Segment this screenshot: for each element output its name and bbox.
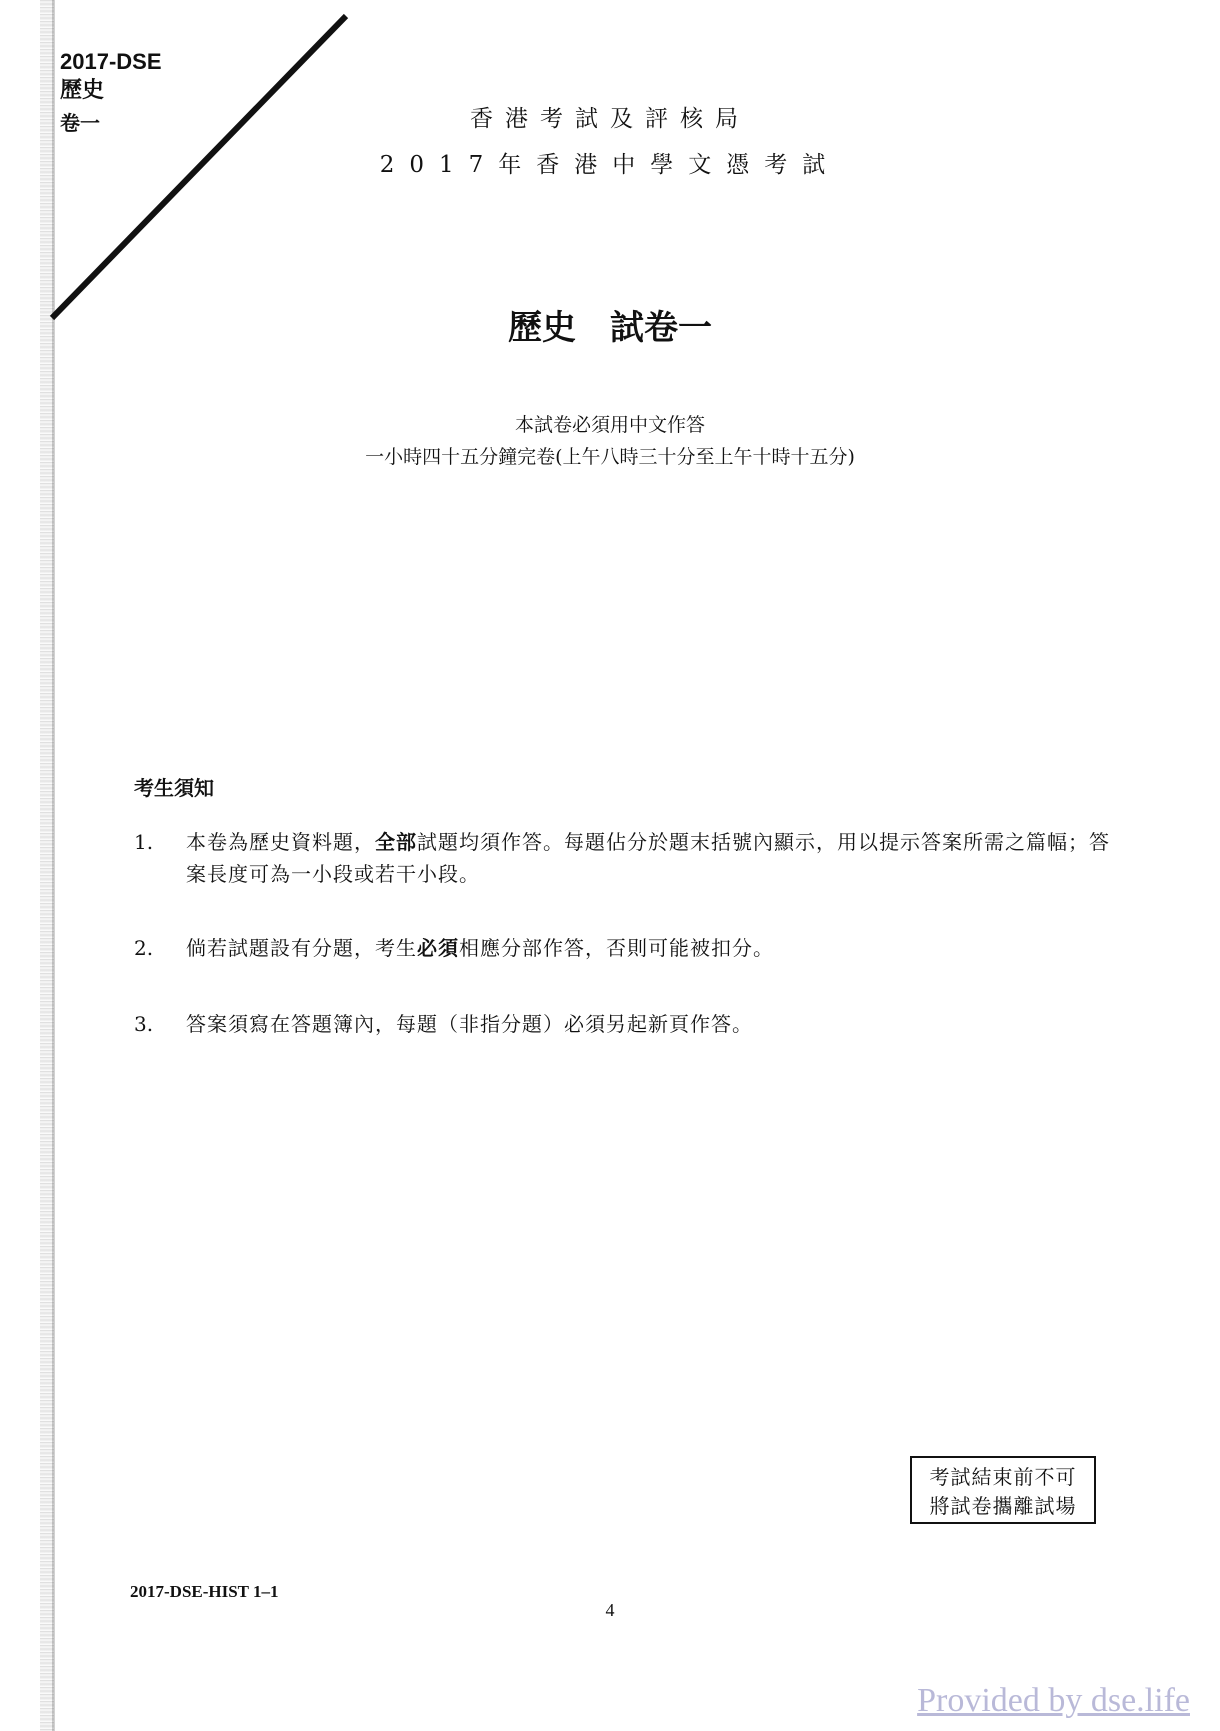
instruction-text <box>186 1008 1114 1040</box>
instruction-emphasis: 必須 <box>417 936 459 960</box>
instructions-heading: 考生須知 <box>134 776 214 800</box>
instruction-item <box>134 932 1114 964</box>
warning-box <box>910 1456 1096 1524</box>
instruction-text <box>186 932 1114 964</box>
warning-line-2: 將試卷攜離試場 <box>929 1494 1077 1518</box>
corner-subject: 歷史 <box>60 77 105 102</box>
instruction-text-part: 試題均須作答。每題佔分於題末括號內顯示，用以提示答案所需之篇幅；答案長度可為一小段或若干小段。 <box>186 830 1110 886</box>
instruction-number: 3. <box>134 1012 154 1036</box>
instruction-text-part: 相應分部作答，否則可能被扣分。 <box>459 936 774 960</box>
instruction-number: 1. <box>134 830 154 854</box>
watermark-link[interactable]: Provided by dse.life <box>917 1682 1190 1719</box>
instruction-emphasis: 全部 <box>375 830 417 854</box>
instruction-text-part: 答案須寫在答題簿內，每題（非指分題）必須另起新頁作答。 <box>186 1012 753 1036</box>
warning-line-1: 考試結束前不可 <box>929 1465 1077 1489</box>
page-number: 4 <box>605 1600 615 1620</box>
instruction-text-part: 倘若試題設有分題，考生 <box>186 936 417 960</box>
paper-title-subject: 歷史 <box>508 308 576 348</box>
corner-code: 2017-DSE <box>60 49 162 74</box>
instruction-item <box>134 1008 1114 1040</box>
instruction-number: 2. <box>134 936 154 960</box>
paper-code: 2017-DSE-HIST 1–1 <box>130 1582 279 1601</box>
instruction-text <box>186 826 1114 890</box>
exam-name: 2017年香港中學文憑考試 <box>379 152 841 178</box>
instruction-item <box>134 826 1114 890</box>
organisation-name: 香港考試及評核局 <box>470 106 750 132</box>
instruction-text-part: 本卷為歷史資料題， <box>186 830 375 854</box>
duration-note: 一小時四十五分鐘完卷(上午八時三十分至上午十時十五分) <box>365 446 855 468</box>
paper-title-paper: 試卷一 <box>610 308 712 348</box>
paper-title <box>0 300 1220 349</box>
language-note: 本試卷必須用中文作答 <box>514 414 705 436</box>
corner-paper: 卷一 <box>60 113 100 135</box>
